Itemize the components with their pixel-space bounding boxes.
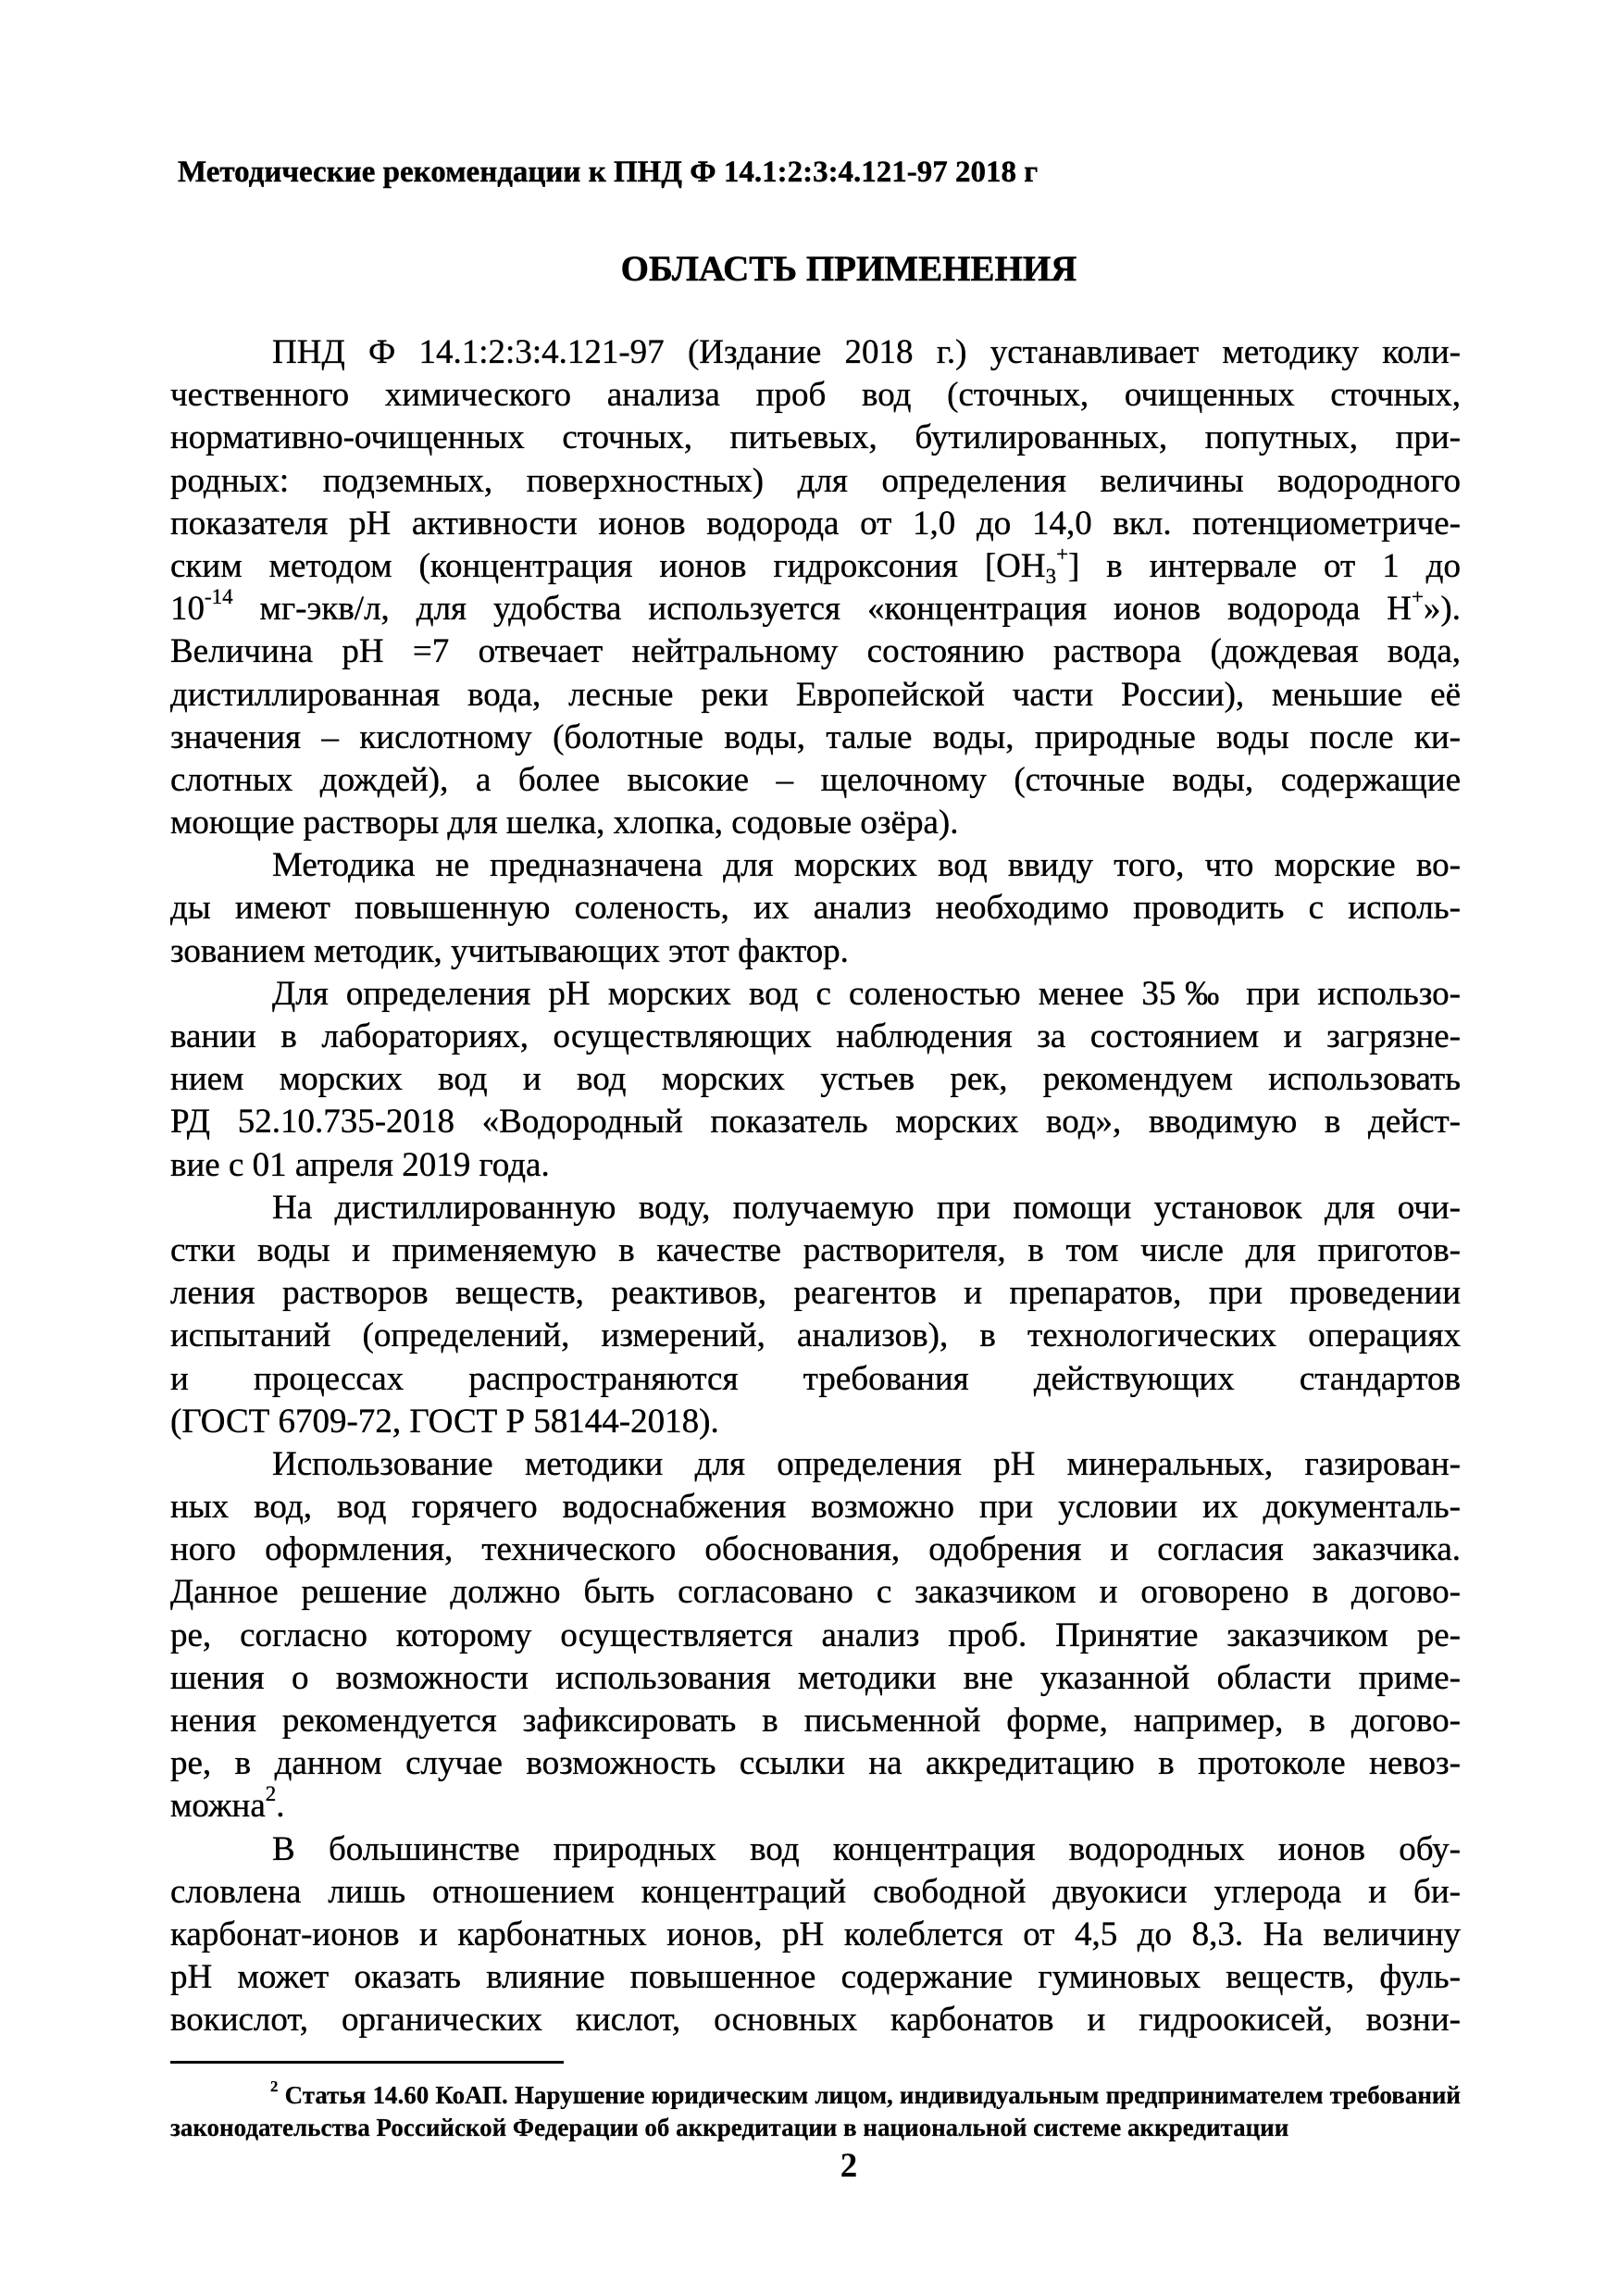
footnote-mark: 2 <box>270 2078 279 2096</box>
page-number: 2 <box>840 2147 858 2185</box>
running-header: Методические рекомендации к ПНД Ф 14.1:2:3:4.121-97 2018 г <box>178 156 1039 189</box>
text-segment: ] в интервале от 1 до <box>1068 546 1461 585</box>
text-segment: можна <box>170 1787 266 1826</box>
text-line: значения – кислотному (болотные воды, талые воды, природные воды после ки- <box>170 718 1461 756</box>
text-line: и процессах распространяются требования действующих стандартов <box>170 1359 1461 1398</box>
text-line: ных вод, вод горячего водоснабжения возможно при условии их документаль- <box>170 1488 1461 1527</box>
text-segment: 10 <box>170 590 205 629</box>
text-line: стки воды и применяемую в качестве растворителя, в том числе для приготов- <box>170 1230 1461 1269</box>
text-line: зованием методик, учитывающих этот фактор. <box>170 931 849 970</box>
footnote <box>170 2079 1461 2144</box>
text-line: чественного химического анализа проб вод (сточных, очищенных сточных, <box>170 376 1461 415</box>
text-line: шения о возможности использования методики вне указанной области приме- <box>170 1658 1461 1697</box>
text-line: вании в лабораториях, осуществляющих наблюдения за состоянием и загрязне- <box>170 1017 1461 1055</box>
text-segment: ским методом (концентрация ионов гидроксония [OH <box>170 546 1046 585</box>
body-text <box>170 331 1461 2042</box>
supscript: + <box>1056 542 1069 566</box>
text-segment: . <box>276 1787 285 1826</box>
footnote-text: Статья 14.60 КоАП. Нарушение юридическим лицом, индивидуальным предпринимателем требований <box>278 2081 1461 2109</box>
footnote-line-1 <box>170 2079 1461 2112</box>
text-segment: мг-экв/л, для удобства используется «концентрация ионов водорода H <box>232 590 1412 629</box>
supscript: -14 <box>205 584 233 608</box>
supscript: + <box>1411 584 1424 608</box>
text-line: ре, в данном случае возможность ссылки на аккредитацию в протоколе невоз- <box>170 1744 1461 1783</box>
text-line: испытаний (определений, измерений, анализов), в технологических операциях <box>170 1316 1461 1355</box>
text-line: Данное решение должно быть согласовано с заказчиком и оговорено в догово- <box>170 1573 1461 1612</box>
text-line: ного оформления, технического обоснования, одобрения и согласия заказчика. <box>170 1530 1461 1569</box>
text-line: Использование методики для определения pH минеральных, газирован- <box>272 1444 1461 1483</box>
text-line: pH может оказать влияние повышенное содержание гуминовых веществ, фуль- <box>170 1958 1461 1997</box>
text-line: нормативно-очищенных сточных, питьевых, бутилированных, попутных, при- <box>170 418 1461 457</box>
text-line <box>170 584 1461 630</box>
text-line: Методика не предназначена для морских вод ввиду того, что морские во- <box>272 846 1461 885</box>
text-line: родных: подземных, поверхностных) для определения величины водородного <box>170 461 1461 500</box>
text-segment: »). <box>1423 590 1461 629</box>
text-line: нения рекомендуется зафиксировать в письменной форме, например, в догово- <box>170 1702 1461 1740</box>
text-line: слотных дождей), а более высокие – щелочному (сточные воды, содержащие <box>170 760 1461 799</box>
text-line <box>170 1782 1461 1828</box>
text-line: В большинстве природных вод концентрация водородных ионов обу- <box>272 1829 1461 1868</box>
subscript: 3 <box>1045 564 1057 588</box>
text-line: ды имеют повышенную соленость, их анализ необходимо проводить с исполь- <box>170 889 1461 928</box>
supscript: 2 <box>265 1782 277 1806</box>
text-line: дистиллированная вода, лесные реки Европейской части России), меньшие её <box>170 675 1461 714</box>
text-line: вокислот, органических кислот, основных карбонатов и гидроокисей, возни- <box>170 2001 1461 2040</box>
text-line: (ГОСТ 6709-72, ГОСТ Р 58144-2018). <box>170 1402 719 1441</box>
footnote-separator <box>170 2061 564 2064</box>
text-line: вие с 01 апреля 2019 года. <box>170 1145 550 1184</box>
text-line <box>170 542 1461 588</box>
text-line: РД 52.10.735-2018 «Водородный показатель морских вод», вводимую в дейст- <box>170 1103 1461 1142</box>
text-line: карбонат-ионов и карбонатных ионов, pH колеблется от 4,5 до 8,3. На величину <box>170 1915 1461 1953</box>
text-line: моющие растворы для шелка, хлопка, содовые озёра). <box>170 804 959 842</box>
text-line: На дистиллированную воду, получаемую при помощи установок для очи- <box>272 1188 1461 1227</box>
text-line: ПНД Ф 14.1:2:3:4.121-97 (Издание 2018 г.) устанавливает методику коли- <box>272 333 1461 371</box>
text-line: показателя pH активности ионов водорода от 1,0 до 14,0 вкл. потенциометриче- <box>170 504 1461 543</box>
footnote-line-2: законодательства Российской Федерации об аккредитации в национальной системе аккредитации <box>170 2114 1289 2141</box>
text-line: Для определения pH морских вод с соленостью менее 35‰ при использо- <box>272 974 1461 1013</box>
text-line: Величина pH =7 отвечает нейтральному состоянию раствора (дождевая вода, <box>170 632 1461 671</box>
text-line: словлена лишь отношением концентраций свободной двуокиси углерода и би- <box>170 1872 1461 1911</box>
section-title: ОБЛАСТЬ ПРИМЕНЕНИЯ <box>620 249 1077 289</box>
text-line: ления растворов веществ, реактивов, реагентов и препаратов, при проведении <box>170 1274 1461 1313</box>
text-line: нием морских вод и вод морских устьев рек, рекомендуем использовать <box>170 1060 1461 1099</box>
text-line: ре, согласно которому осуществляется анализ проб. Принятие заказчиком ре- <box>170 1616 1461 1654</box>
